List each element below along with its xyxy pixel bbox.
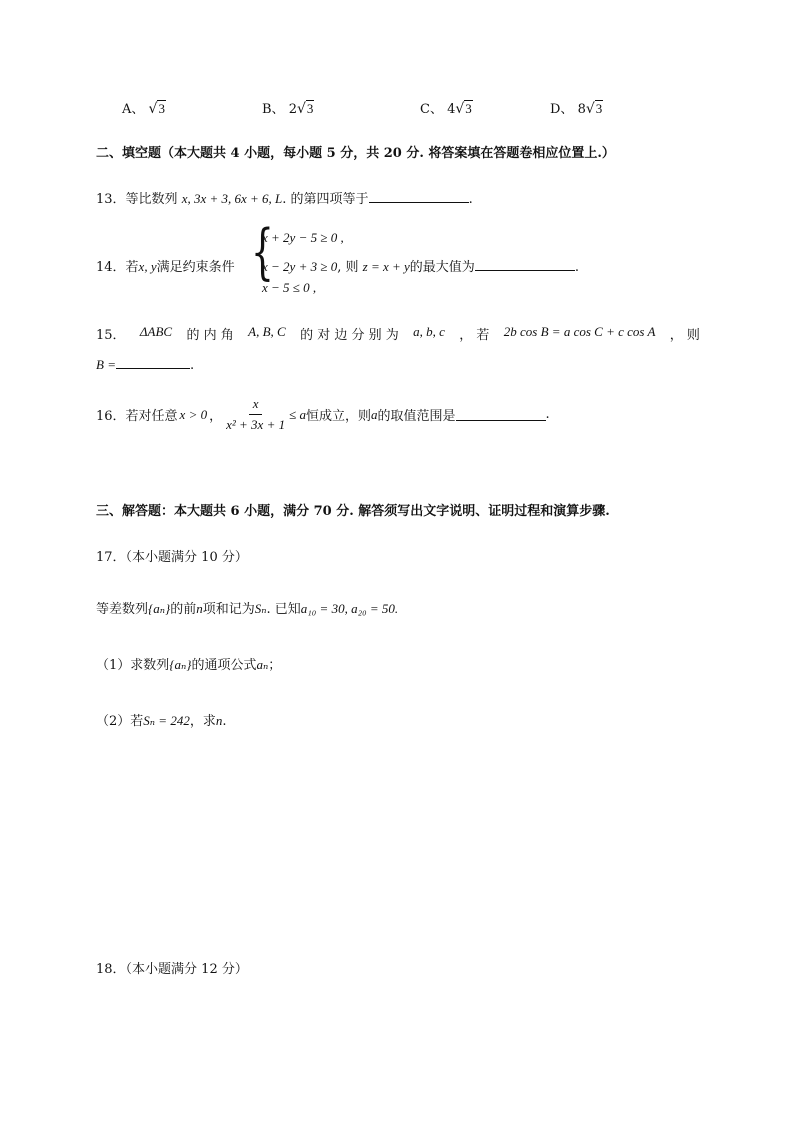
q13-end: .	[468, 192, 473, 207]
question-14-stem	[96, 256, 235, 275]
q15-answer-label: B =	[96, 357, 116, 372]
choice-d-label: D、	[550, 102, 574, 117]
q16-inequality: ≤ a	[289, 406, 306, 422]
choice-d	[550, 98, 603, 117]
q16-fraction-numerator: x	[249, 396, 263, 415]
constraint-2-line	[262, 256, 579, 275]
q16-text-post: 的取值范围是	[377, 409, 456, 424]
choice-a-label: A、	[122, 102, 145, 117]
q16-var-a: a	[371, 406, 378, 422]
choice-c-value: 4√3	[447, 101, 472, 117]
choice-a	[122, 98, 166, 117]
section-3-title: 三、解答题：本大题共 6 小题，满分 70 分. 解答须写出文字说明、证明过程和演算步骤.	[96, 504, 610, 519]
q17-part-1	[96, 654, 281, 673]
q14-objective: z = x + y	[362, 259, 410, 274]
q16-number: 16．若对任意	[96, 409, 178, 424]
constraint-3: x − 5 ≤ 0 ,	[262, 280, 317, 295]
q16-condition: x > 0	[179, 406, 208, 422]
q17-p2-text-2: ，求	[189, 714, 216, 729]
q15-sides: a, b, c	[413, 324, 445, 339]
q13-expression: x, 3x + 3, 6x + 6, L	[181, 191, 283, 206]
q17-text-3: 项和记为	[202, 602, 255, 617]
q15-triangle: ΔABC	[139, 324, 173, 339]
choice-c-label: C、	[420, 102, 443, 117]
q15-text-1: 的 内 角	[186, 328, 234, 343]
q15-end: .	[189, 358, 195, 373]
section-2-title: 二、填空题（本大题共 4 小题，每小题 5 分，共 20 分. 将答案填在答题卷相应位置上.）	[96, 146, 615, 161]
answer-blank-15[interactable]	[116, 356, 190, 369]
q14-end: .	[574, 260, 579, 275]
q15-text-4: ， 则	[669, 328, 700, 343]
q15-equation: 2b cos B = a cos C + c cos A	[503, 324, 656, 339]
answer-blank-16[interactable]	[456, 408, 546, 421]
constraint-2: x − 2y + 3 ≥ 0	[262, 259, 338, 274]
q17-p1-text: （1）求数列	[96, 658, 170, 673]
constraint-1: x + 2y − 5 ≥ 0 ,	[262, 230, 344, 245]
q17-given: a₁₀ = 30, a₂₀ = 50.	[300, 601, 399, 616]
q17-n: n	[196, 601, 203, 616]
q17-text-4: . 已知	[266, 602, 301, 617]
q17-p1-text-2: 的通项公式	[191, 658, 257, 673]
q17-p2-end: .	[222, 714, 227, 729]
q16-end: .	[545, 407, 550, 422]
q17-p2-text: （2）若	[96, 714, 144, 729]
answer-blank-14[interactable]	[475, 258, 575, 271]
q17-p1-an: aₙ	[256, 657, 269, 672]
q17-text-1: 等差数列	[96, 602, 149, 617]
q18-header: 18．（本小题满分 12 分）	[96, 962, 248, 977]
q15-text-3: ， 若	[459, 328, 490, 343]
q14-text: 满足约束条件	[156, 260, 235, 275]
q14-number: 14．若	[96, 260, 139, 275]
q14-text-post: 的最大值为	[409, 260, 475, 275]
q13-text-post: . 的第四项等于	[282, 192, 369, 207]
q17-stem	[96, 598, 398, 617]
q17-text-2: 的前	[170, 602, 197, 617]
answer-blank-13[interactable]	[369, 190, 469, 203]
q16-fraction-denominator: x² + 3x + 1	[226, 417, 286, 432]
q15-text-2: 的 对 边 分 别 为	[300, 328, 399, 343]
q17-sequence: {aₙ}	[148, 601, 171, 616]
q15-angles: A, B, C	[248, 324, 286, 339]
choice-c	[420, 98, 473, 117]
q16-text: 恒成立，则	[305, 409, 371, 424]
choice-b-value: 2√3	[288, 101, 314, 117]
q17-p2-n: n	[215, 713, 223, 728]
q17-sn: Sₙ	[254, 601, 267, 616]
q14-then: , 则	[337, 260, 359, 275]
q15-number: 15．	[96, 328, 126, 343]
q16-comma: ，	[209, 409, 223, 424]
q13-number: 13．	[96, 192, 126, 207]
q16-fraction	[222, 396, 289, 433]
choice-a-value: √3	[148, 101, 165, 117]
choice-b	[262, 98, 314, 117]
question-15-line2	[96, 356, 194, 373]
choice-b-label: B、	[262, 102, 285, 117]
q17-p1-end: ；	[268, 658, 282, 673]
question-13	[96, 188, 473, 207]
choice-d-value: 8√3	[577, 101, 603, 117]
q17-p2-eq: Sₙ = 242	[143, 713, 190, 728]
q17-header: 17．（本小题满分 10 分）	[96, 550, 248, 565]
q14-vars: x, y	[138, 259, 157, 274]
left-brace-icon: {	[251, 217, 274, 287]
question-16	[96, 396, 550, 433]
q13-text: 等比数列	[125, 192, 178, 207]
question-15-line1	[96, 324, 700, 343]
q17-part-2	[96, 710, 226, 729]
q17-p1-seq: {aₙ}	[169, 657, 192, 672]
